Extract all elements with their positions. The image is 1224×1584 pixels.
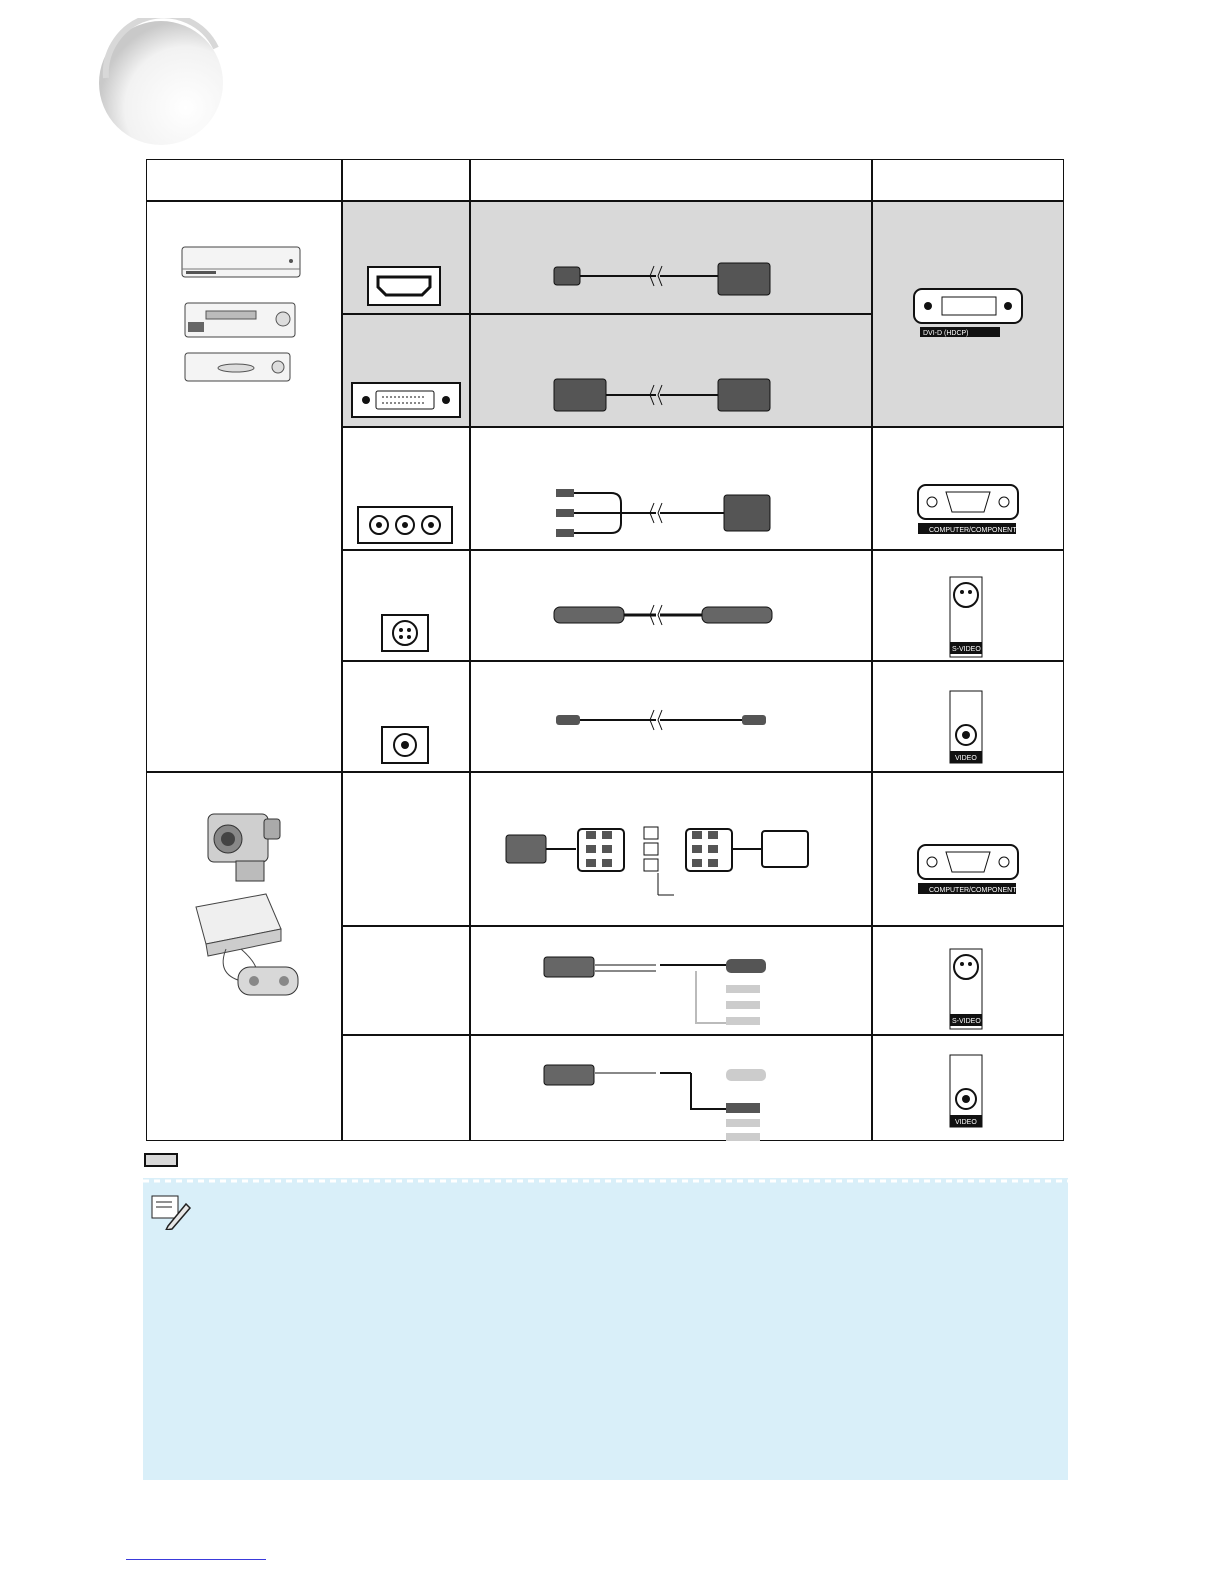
av-s-video-cable-icon — [544, 957, 766, 1025]
rca-component-to-dsub-cable-icon — [556, 489, 770, 537]
section-tab-decoration — [96, 18, 226, 148]
component-rca-port-icon — [358, 507, 452, 543]
camcorder-game-console-icon — [196, 814, 298, 995]
s-video-port-label-2: S-VIDEO — [952, 1018, 981, 1025]
computer-component-port-icon-2 — [918, 845, 1018, 894]
video-jack-icon-2 — [950, 1055, 982, 1127]
note-box — [143, 1178, 1068, 1480]
s-video-port-icon — [382, 615, 428, 651]
computer-port-label-2: COMPUTER/COMPONENT — [929, 887, 1017, 894]
video-port-label-2: VIDEO — [955, 1119, 977, 1126]
pencil-note-icon — [150, 1192, 192, 1230]
connection-table — [146, 159, 1064, 1141]
s-video-jack-icon-1 — [950, 577, 982, 657]
hdmi-port-icon — [368, 267, 440, 305]
dvd-vcr-stb-stack-icon — [182, 247, 300, 381]
legend-swatch — [144, 1153, 178, 1167]
rca-video-cable-icon — [556, 710, 766, 730]
note-dashed-border — [143, 1178, 1068, 1188]
s-video-jack-icon-2 — [950, 949, 982, 1029]
dvi-port-label: DVI-D (HDCP) — [923, 330, 969, 337]
dvi-port-icon — [352, 383, 460, 417]
video-port-label-1: VIDEO — [955, 755, 977, 762]
s-video-port-label-1: S-VIDEO — [952, 646, 981, 653]
av-video-cable-icon — [544, 1065, 766, 1141]
video-rca-port-icon — [382, 727, 428, 763]
footer-link-underline — [126, 1559, 266, 1560]
s-video-cable-icon — [554, 605, 772, 625]
computer-component-port-icon-1 — [918, 485, 1018, 534]
av-to-dsub-adapter-cable-icon — [506, 827, 808, 895]
computer-port-label-1: COMPUTER/COMPONENT — [929, 527, 1017, 534]
video-jack-icon-1 — [950, 691, 982, 763]
